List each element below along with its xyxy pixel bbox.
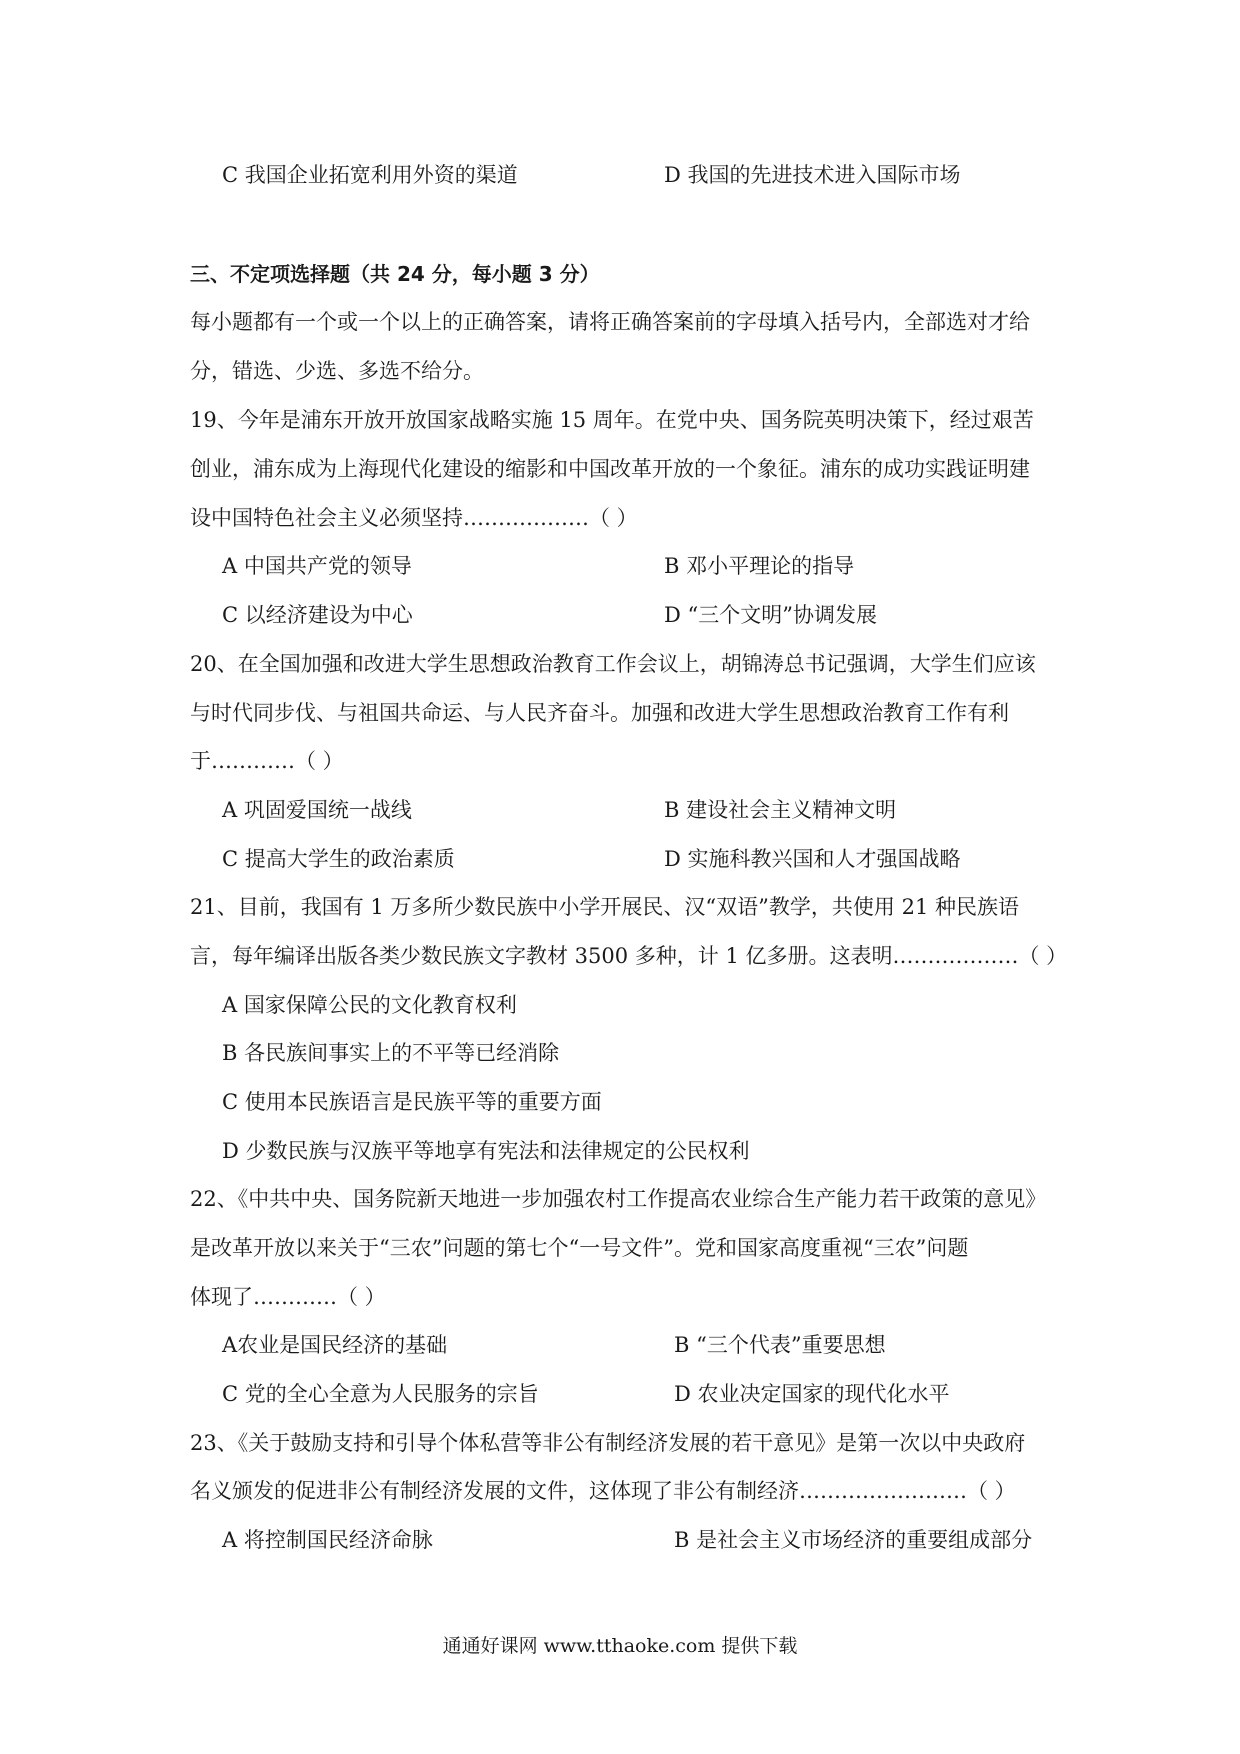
q21-option-a: A 国家保障公民的文化教育权利 xyxy=(222,993,517,1017)
q20-option-a: A 巩固爱国统一战线 xyxy=(222,798,412,822)
q23-text-line2: 名义颁发的促进非公有制经济发展的文件，这体现了非公有制经济……………………（ ） xyxy=(190,1479,1016,1503)
q23-option-a: A 将控制国民经济命脉 xyxy=(222,1528,433,1552)
q19-option-b: B 邓小平理论的指导 xyxy=(664,554,855,578)
q21-option-c: C 使用本民族语言是民族平等的重要方面 xyxy=(222,1090,602,1114)
page-footer: 通通好课网 www.tthaoke.com 提供下载 xyxy=(442,1635,798,1657)
q21-text-line2: 言，每年编译出版各类少数民族文字教材 3500 多种，计 1 亿多册。这表明………………（ ） xyxy=(190,944,1068,968)
q19-text-line3: 设中国特色社会主义必须坚持………………（ ） xyxy=(190,506,638,530)
q20-text-line3: 于…………（ ） xyxy=(190,749,344,773)
q20-text-line1: 20、在全国加强和改进大学生思想政治教育工作会议上，胡锦涛总书记强调，大学生们应该 xyxy=(190,652,1036,676)
section-instructions-line2: 分，错选、少选、多选不给分。 xyxy=(190,359,484,383)
q22-text-line1: 22、《中共中央、国务院新天地进一步加强农村工作提高农业综合生产能力若干政策的意见》 xyxy=(190,1187,1047,1211)
q18-option-c: C 我国企业拓宽利用外资的渠道 xyxy=(222,163,518,187)
q22-option-c: C 党的全心全意为人民服务的宗旨 xyxy=(222,1382,539,1406)
q18-option-d: D 我国的先进技术进入国际市场 xyxy=(664,163,961,187)
q20-option-b: B 建设社会主义精神文明 xyxy=(664,798,897,822)
q19-option-a: A 中国共产党的领导 xyxy=(222,554,412,578)
q19-option-c: C 以经济建设为中心 xyxy=(222,603,413,627)
q21-option-b: B 各民族间事实上的不平等已经消除 xyxy=(222,1041,560,1065)
q22-option-b: B “三个代表”重要思想 xyxy=(674,1333,886,1357)
q21-option-d: D 少数民族与汉族平等地享有宪法和法律规定的公民权利 xyxy=(222,1139,750,1163)
q22-option-d: D 农业决定国家的现代化水平 xyxy=(674,1382,950,1406)
q23-text-line1: 23、《关于鼓励支持和引导个体私营等非公有制经济发展的若干意见》是第一次以中央政府 xyxy=(190,1431,1026,1455)
q19-text-line2: 创业，浦东成为上海现代化建设的缩影和中国改革开放的一个象征。浦东的成功实践证明建 xyxy=(190,457,1030,481)
q23-option-b: B 是社会主义市场经济的重要组成部分 xyxy=(674,1528,1033,1552)
q20-text-line2: 与时代同步伐、与祖国共命运、与人民齐奋斗。加强和改进大学生思想政治教育工作有利 xyxy=(190,701,1009,725)
section-heading: 三、不定项选择题（共 24 分，每小题 3 分） xyxy=(190,262,600,286)
section-instructions-line1: 每小题都有一个或一个以上的正确答案，请将正确答案前的字母填入括号内，全部选对才给 xyxy=(190,310,1030,334)
q21-text-line1: 21、目前，我国有 1 万多所少数民族中小学开展民、汉“双语”教学，共使用 21 种民族语 xyxy=(190,895,1019,919)
q22-text-line3: 体现了…………（ ） xyxy=(190,1285,386,1309)
q20-option-c: C 提高大学生的政治素质 xyxy=(222,847,455,871)
q22-option-a: A农业是国民经济的基础 xyxy=(222,1333,448,1357)
q19-text-line1: 19、今年是浦东开放开放国家战略实施 15 周年。在党中央、国务院英明决策下，经过艰苦 xyxy=(190,408,1034,432)
q19-option-d: D “三个文明”协调发展 xyxy=(664,603,877,627)
q20-option-d: D 实施科教兴国和人才强国战略 xyxy=(664,847,961,871)
q22-text-line2: 是改革开放以来关于“三农”问题的第七个“一号文件”。党和国家高度重视“三农”问题 xyxy=(190,1236,969,1260)
